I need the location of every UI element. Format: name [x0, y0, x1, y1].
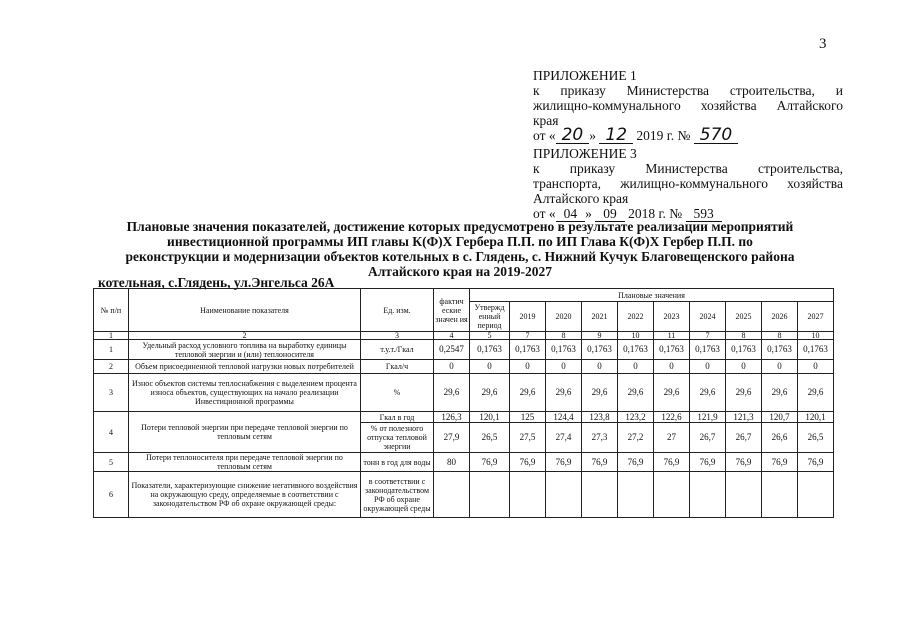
planned-value	[690, 472, 726, 518]
planned-value: 124,4	[546, 412, 582, 423]
column-index: 9	[582, 332, 618, 340]
page-number: 3	[819, 36, 827, 52]
indicator-name: Удельный расход условного топлива на выработку единицы тепловой энергии и (или) теплоносителя	[129, 340, 361, 360]
header-row	[94, 289, 834, 302]
planned-value: 26,6	[762, 423, 798, 453]
indicator-name: Износ объектов системы теплоснабжения с выделением процента износа объектов, существующих на начало реализации Инвестиционной программы	[129, 374, 361, 412]
planned-value: 27	[654, 423, 690, 453]
planned-value: 0	[690, 360, 726, 374]
planned-value	[582, 472, 618, 518]
fact-value	[434, 472, 470, 518]
unit: %	[361, 374, 434, 412]
planned-value: 27,5	[510, 423, 546, 453]
planned-value: 0	[654, 360, 690, 374]
column-index: 8	[762, 332, 798, 340]
unit: Гкал в год	[361, 412, 434, 423]
planned-value	[798, 472, 834, 518]
header-year: 2021	[582, 302, 618, 332]
header-year: 2027	[798, 302, 834, 332]
planned-value: 0,1763	[470, 340, 510, 360]
header-year: 2024	[690, 302, 726, 332]
fact-value: 0	[434, 360, 470, 374]
planned-value	[654, 472, 690, 518]
appendix-1-date: от « 20 » 12 2019 г. № 570	[533, 128, 843, 144]
appendix-3-line: к приказу Министерства строительства,	[533, 161, 843, 176]
planned-value	[510, 472, 546, 518]
planned-value	[726, 472, 762, 518]
header-fact: фактич еские значен ия	[434, 289, 470, 332]
fact-value: 80	[434, 453, 470, 472]
planned-value: 120,1	[798, 412, 834, 423]
appendix-1-block	[533, 68, 843, 144]
column-index: 4	[434, 332, 470, 340]
handwritten-day: 20	[556, 128, 590, 144]
planned-value: 27,2	[618, 423, 654, 453]
planned-value: 0	[798, 360, 834, 374]
row-number: 4	[94, 412, 129, 453]
fact-value: 27,9	[434, 423, 470, 453]
planned-value: 0,1763	[546, 340, 582, 360]
document-title: Плановые значения показателей, достижение которых предусмотрено в результате реализации мероприятий инвестиционной программы ИП главы К(Ф)Х Гербера П.П. по ИП Глава К(Ф)Х Гербер П.П. по реконструкции и модернизации объектов котельных в с. Глядень, с. Нижний Кучук Благовещенского района Алтайского края на 2019-2027	[125, 219, 795, 279]
planned-value: 29,6	[762, 374, 798, 412]
column-index-row	[94, 332, 834, 340]
row-number: 3	[94, 374, 129, 412]
planned-value: 76,9	[690, 453, 726, 472]
order-month: 09	[595, 207, 625, 222]
planned-value: 120,7	[762, 412, 798, 423]
planned-value: 0	[762, 360, 798, 374]
planned-value: 26,7	[726, 423, 762, 453]
planned-value: 0	[546, 360, 582, 374]
planned-value: 123,8	[582, 412, 618, 423]
planned-value: 29,6	[510, 374, 546, 412]
planned-value: 0,1763	[510, 340, 546, 360]
planned-value: 123,2	[618, 412, 654, 423]
fact-value: 29,6	[434, 374, 470, 412]
planned-value: 125	[510, 412, 546, 423]
planned-value: 29,6	[726, 374, 762, 412]
handwritten-order-number: 570	[694, 128, 738, 144]
appendix-3-heading: ПРИЛОЖЕНИЕ 3	[533, 146, 637, 161]
planned-value: 76,9	[618, 453, 654, 472]
unit: в соответствии с законодательством РФ об охране окружающей среды	[361, 472, 434, 518]
planned-value: 0,1763	[762, 340, 798, 360]
unit: т.у.т./Гкал	[361, 340, 434, 360]
column-index: 1	[94, 332, 129, 340]
appendix-1-line: к приказу Министерства строительства, и	[533, 83, 843, 98]
table-row	[94, 472, 834, 518]
planned-value: 0,1763	[582, 340, 618, 360]
planned-value: 26,7	[690, 423, 726, 453]
planned-value: 0	[510, 360, 546, 374]
table-row	[94, 453, 834, 472]
planned-value: 76,9	[798, 453, 834, 472]
column-index: 10	[798, 332, 834, 340]
order-day: 04	[556, 207, 586, 222]
planned-value: 29,6	[546, 374, 582, 412]
planned-value: 121,3	[726, 412, 762, 423]
header-year: 2022	[618, 302, 654, 332]
unit: % от полезного отпуска тепловой энергии	[361, 423, 434, 453]
appendix-3-line: Алтайского края	[533, 191, 629, 206]
handwritten-month: 12	[599, 128, 633, 144]
header-num: № п/п	[94, 289, 129, 332]
column-index: 8	[726, 332, 762, 340]
row-number: 6	[94, 472, 129, 518]
planned-value: 26,5	[798, 423, 834, 453]
planned-value: 29,6	[654, 374, 690, 412]
appendix-1-line: жилищно-коммунального хозяйства Алтайского	[533, 98, 843, 113]
header-year: 2020	[546, 302, 582, 332]
planned-value: 0	[470, 360, 510, 374]
fact-value: 0,2547	[434, 340, 470, 360]
planned-value: 0,1763	[726, 340, 762, 360]
planned-value	[762, 472, 798, 518]
header-unit: Ед. изм.	[361, 289, 434, 332]
planned-value: 76,9	[726, 453, 762, 472]
planned-value: 26,5	[470, 423, 510, 453]
appendix-3-line: транспорта, жилищно-коммунального хозяйства	[533, 176, 843, 191]
planned-value: 122,6	[654, 412, 690, 423]
table-row	[94, 340, 834, 360]
planned-value: 29,6	[470, 374, 510, 412]
column-index: 2	[129, 332, 361, 340]
column-index: 10	[618, 332, 654, 340]
row-number: 1	[94, 340, 129, 360]
planned-value: 0	[726, 360, 762, 374]
indicator-name: Потери теплоносителя при передаче тепловой энергии по тепловым сетям	[129, 453, 361, 472]
row-number: 2	[94, 360, 129, 374]
row-number: 5	[94, 453, 129, 472]
column-index: 5	[470, 332, 510, 340]
appendix-1-line: края	[533, 113, 559, 128]
indicators-table	[93, 288, 834, 518]
header-year: 2026	[762, 302, 798, 332]
boiler-house-subtitle: котельная, с.Глядень, ул.Энгельса 26А	[98, 275, 335, 290]
planned-value: 0,1763	[798, 340, 834, 360]
order-number: 593	[686, 207, 722, 222]
unit: тонн в год для воды	[361, 453, 434, 472]
appendix-3-date: от « 04 » 09 2018 г. № 593	[533, 206, 843, 222]
planned-value	[470, 472, 510, 518]
planned-value: 76,9	[510, 453, 546, 472]
table-row	[94, 374, 834, 412]
planned-value: 0,1763	[654, 340, 690, 360]
indicator-name: Объем присоединенной тепловой нагрузки новых потребителей	[129, 360, 361, 374]
planned-value: 27,4	[546, 423, 582, 453]
planned-value: 29,6	[798, 374, 834, 412]
planned-value	[618, 472, 654, 518]
table-row	[94, 412, 834, 423]
planned-value: 29,6	[582, 374, 618, 412]
planned-value: 76,9	[582, 453, 618, 472]
planned-value: 0,1763	[690, 340, 726, 360]
planned-value: 120,1	[470, 412, 510, 423]
appendix-3-block	[533, 146, 843, 222]
planned-value: 76,9	[762, 453, 798, 472]
planned-value: 29,6	[618, 374, 654, 412]
planned-value	[546, 472, 582, 518]
appendix-1-heading: ПРИЛОЖЕНИЕ 1	[533, 68, 637, 83]
planned-value: 27,3	[582, 423, 618, 453]
table-row	[94, 360, 834, 374]
column-index: 11	[654, 332, 690, 340]
indicator-name: Показатели, характеризующие снижение негативного воздействия на окружающую среду, определяемые в соответствии с законодательством РФ об охране окружающей среды:	[129, 472, 361, 518]
header-planned: Плановые значения	[470, 289, 834, 302]
planned-value: 76,9	[654, 453, 690, 472]
planned-value: 76,9	[546, 453, 582, 472]
indicator-name: Потери тепловой энергии при передаче тепловой энергии по тепловым сетям	[129, 412, 361, 453]
planned-value: 121,9	[690, 412, 726, 423]
header-year: 2019	[510, 302, 546, 332]
header-year: 2025	[726, 302, 762, 332]
planned-value: 0	[582, 360, 618, 374]
planned-value: 76,9	[470, 453, 510, 472]
planned-value: 0	[618, 360, 654, 374]
planned-value: 0,1763	[618, 340, 654, 360]
header-year: 2023	[654, 302, 690, 332]
header-name: Наименование показателя	[129, 289, 361, 332]
column-index: 7	[690, 332, 726, 340]
column-index: 7	[510, 332, 546, 340]
planned-value: 29,6	[690, 374, 726, 412]
column-index: 3	[361, 332, 434, 340]
fact-value: 126,3	[434, 412, 470, 423]
header-approved-period: Утвержд енный период	[470, 302, 510, 332]
column-index: 8	[546, 332, 582, 340]
unit: Гкал/ч	[361, 360, 434, 374]
